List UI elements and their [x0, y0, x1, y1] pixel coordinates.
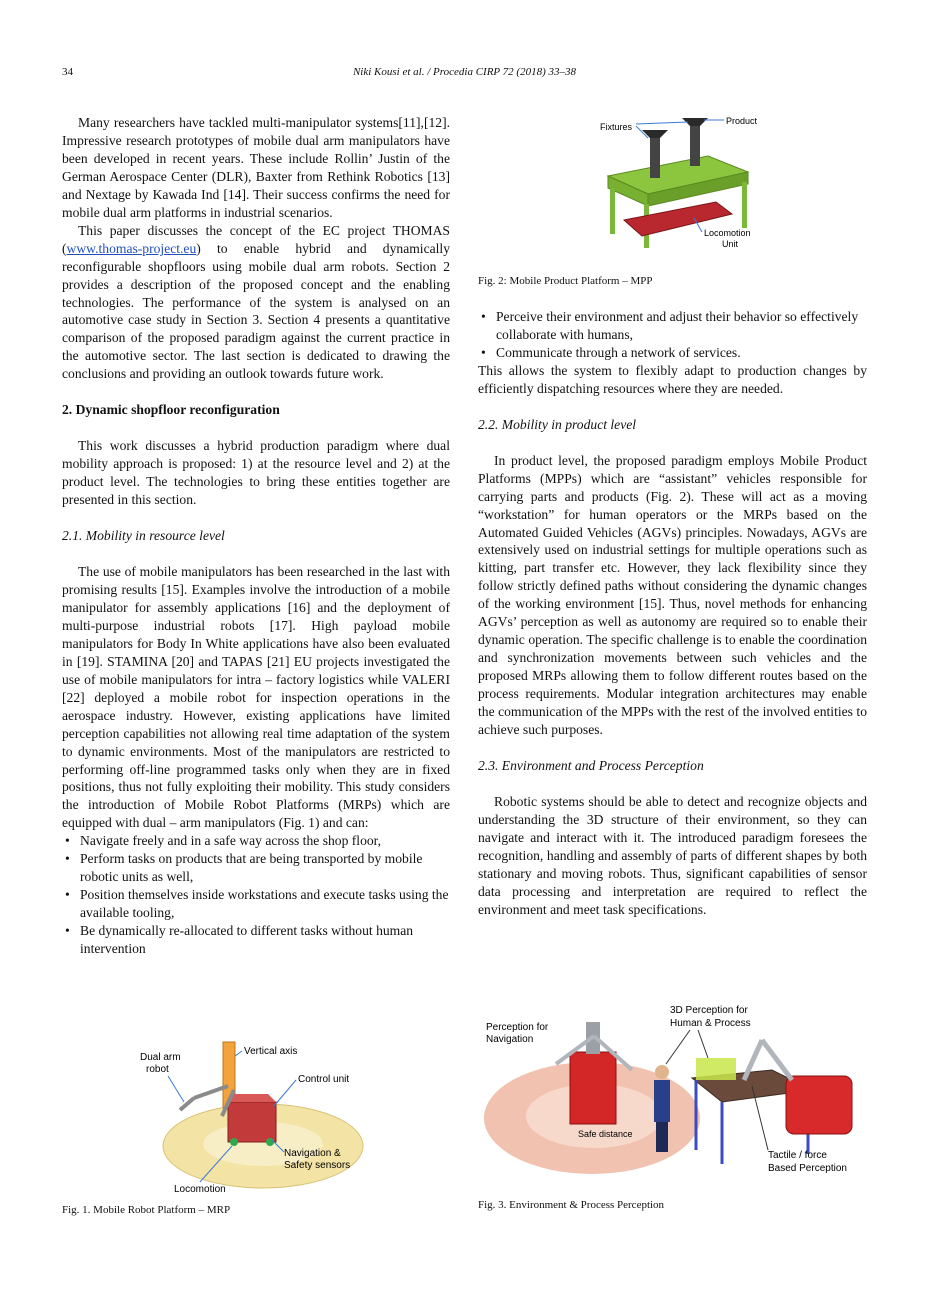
figure-2-mpp-illustration: [598, 108, 768, 258]
left-column: [62, 114, 450, 958]
label-vertical-axis: Vertical axis: [244, 1046, 298, 1057]
capabilities-list-continued: [478, 308, 867, 362]
product-part: [642, 130, 668, 138]
figure-3-caption: Fig. 3. Environment & Process Perception: [478, 1199, 665, 1211]
list-item: • Perceive their environment and adjust their behavior so effectively collaborate with humans,: [478, 308, 867, 344]
page-number: 34: [62, 66, 73, 78]
journal-reference: Niki Kousi et al. / Procedia CIRP 72 (2018) 33–38: [352, 66, 577, 78]
label-control-unit: Control unit: [298, 1074, 350, 1085]
fixture: [650, 132, 660, 178]
control-unit-top: [228, 1094, 276, 1102]
label-dual-arm: Dual arm: [140, 1052, 181, 1063]
label-tactile-force: Tactile / force: [768, 1150, 827, 1161]
subsection-2-3-title: 2.3. Environment and Process Perception: [478, 757, 704, 773]
subsection-2-2-paragraph: In product level, the proposed paradigm employs Mobile Product Platforms (MPPs) which are “assistant” vehicles responsible for carrying parts and products (Fig. 2). These will act as a moving “workstation” for human operators or the MRPs based on the Automated Guided Vehicles (AGVs) principles. Nowadays, AGVs are extensively used on industrial settings for multiple operations such as kitting, part transfer etc. However, they lack flexibility since they follow strictly defined paths without considering the dynamic changes of the working environment [15]. Thus, novel methods for enhancing AGVs’ perception as well as autonomy are required so to enable their dynamic operation. The specific challenge is to enable the coordination and synchronization movements between such vehicles and the proposed MRPs allowing them to follow different routes based on the process requirements. Modular integration architectures may enable the communication of the MPPs with the rest of the involved entities to achieve such purposes.: [478, 452, 867, 738]
label-locomotion: Locomotion: [174, 1184, 226, 1195]
capabilities-list: [62, 832, 450, 958]
label-robot: robot: [146, 1064, 169, 1075]
subsection-2-2-title: 2.2. Mobility in product level: [478, 416, 637, 432]
label-navigation: Navigation &: [284, 1148, 341, 1159]
figure-1-mrp-illustration: [138, 1036, 368, 1198]
wheel: [230, 1138, 238, 1146]
subsection-2-1-title: 2.1. Mobility in resource level: [62, 528, 225, 544]
mrp-robot-base: [570, 1052, 616, 1124]
label-human-process: Human & Process: [670, 1018, 751, 1029]
label-safe-distance: Safe distance: [578, 1129, 633, 1139]
leader-line: [274, 1080, 296, 1106]
figure-2-caption: Fig. 2: Mobile Product Platform – MPP: [478, 275, 653, 287]
list-item: • Navigate freely and in a safe way across the shop floor,: [62, 832, 450, 850]
project-link[interactable]: www.thomas-project.eu: [66, 240, 197, 256]
leader-line: [168, 1076, 184, 1102]
detected-part-highlight: [696, 1058, 736, 1080]
label-navigation: Navigation: [486, 1034, 534, 1045]
section-2-title: 2. Dynamic shopfloor reconfiguration: [62, 402, 280, 418]
label-locomotion: Locomotion: [704, 228, 751, 238]
label-perception-for: Perception for: [486, 1022, 549, 1033]
label-3d-perception: 3D Perception for: [670, 1005, 748, 1016]
label-product: Product: [726, 116, 758, 126]
list-item: • Communicate through a network of services.: [478, 344, 867, 362]
platform-leg: [742, 182, 747, 228]
leader-line: [636, 122, 688, 124]
intro-paragraph-1: Many researchers have tackled multi-manipulator systems[11],[12]. Impressive research prototypes of mobile dual arm manipulators have been developed in recent years. These include Rollin’ Justin of the German Aerospace Center (DLR), Baxter from Rethink Robotics [13] and Nextage by Kawada Ind [14]. Their success confirms the need for mobile dual arm platforms in industrial scenarios.: [62, 115, 450, 220]
figure-1-caption: Fig. 1. Mobile Robot Platform – MRP: [62, 1204, 231, 1216]
leader-line: [235, 1051, 242, 1056]
label-unit: Unit: [722, 239, 739, 249]
control-unit: [228, 1102, 276, 1142]
right-column: [478, 308, 867, 919]
leader-line: [666, 1030, 690, 1064]
human-operator-head: [655, 1065, 669, 1079]
human-operator-legs: [656, 1122, 668, 1152]
wheel: [266, 1138, 274, 1146]
subsection-2-3-paragraph: Robotic systems should be able to detect and recognize objects and understanding the 3D structure of their environment, so they can navigate and interact with it. The introduced paradigm foresees the recognition, handling and assembly of parts of different shapes by both stationary and moving robots. Thus, significant capabilities of sensor data processing and interpretation are required to reflect the environment and meet task specifications.: [478, 793, 867, 917]
intro-paragraph-2: [62, 222, 450, 384]
fixture: [690, 120, 700, 166]
platform-leg: [610, 188, 615, 234]
list-item: • Be dynamically re-allocated to different tasks without human intervention: [62, 922, 450, 958]
label-safety-sensors: Safety sensors: [284, 1160, 351, 1171]
para2-text-after-link: ) to enable hybrid and dynamically reconfigurable shopfloors using mobile dual arm robots. Section 2 provides a description of the proposed concept and the enabling technologies. The performance of the system is analysed on an automotive case study in Section 3. Section 4 presents a quantitative comparison of the proposed paradigm against the current practice in the automotive sector. The last section is dedicated to drawing the conclusions and providing an outlook towards future work.: [62, 240, 450, 382]
after-list-paragraph: This allows the system to flexibly adapt to production changes by efficiently dispatching resources where they are needed.: [478, 362, 867, 396]
section-2-paragraph: This work discusses a hybrid production paradigm where dual mobility approach is proposed: 1) at the resource level and 2) at the product level. The technologies to bring these entities together are presented in this section.: [62, 438, 450, 508]
figure-3-perception-illustration: [482, 1000, 872, 1180]
subsection-2-1-paragraph: The use of mobile manipulators has been researched in the last with promising results [15]. Examples involve the introduction of a mobile manipulator for assembly applications [16] and the deployment of multi-purpose industrial robots [17]. High payload mobile manipulators for Body In White applications have also been evaluated in [19]. STAMINA [20] and TAPAS [21] EU projects investigated the use of mobile manipulators for intra – factory logistics while VALERI [22] deployed a mobile robot for inspection operations in the aerospace industry. However, existing applications have limited perception capabilities not allowing real time adaptation of the system to dynamic environments. Most of the manipulators are restricted to performing off-line programmed tasks only when they are in fixed positions, thus not fully exploiting their mobility. This study considers the introduction of Mobile Robot Platforms (MRPs) which are equipped with dual – arm manipulators (Fig. 1) and can:: [62, 564, 450, 831]
para2-text-before-link: This paper discusses the concept of the EC project THOMAS (: [62, 222, 450, 256]
stationary-robot-base: [786, 1076, 852, 1134]
leader-line: [698, 1030, 708, 1058]
list-item: • Position themselves inside workstations and execute tasks using the available tooling,: [62, 886, 450, 922]
list-item: • Perform tasks on products that are being transported by mobile robotic units as well,: [62, 850, 450, 886]
human-operator-body: [654, 1080, 670, 1122]
label-based-perception: Based Perception: [768, 1163, 847, 1174]
label-fixtures: Fixtures: [600, 122, 633, 132]
